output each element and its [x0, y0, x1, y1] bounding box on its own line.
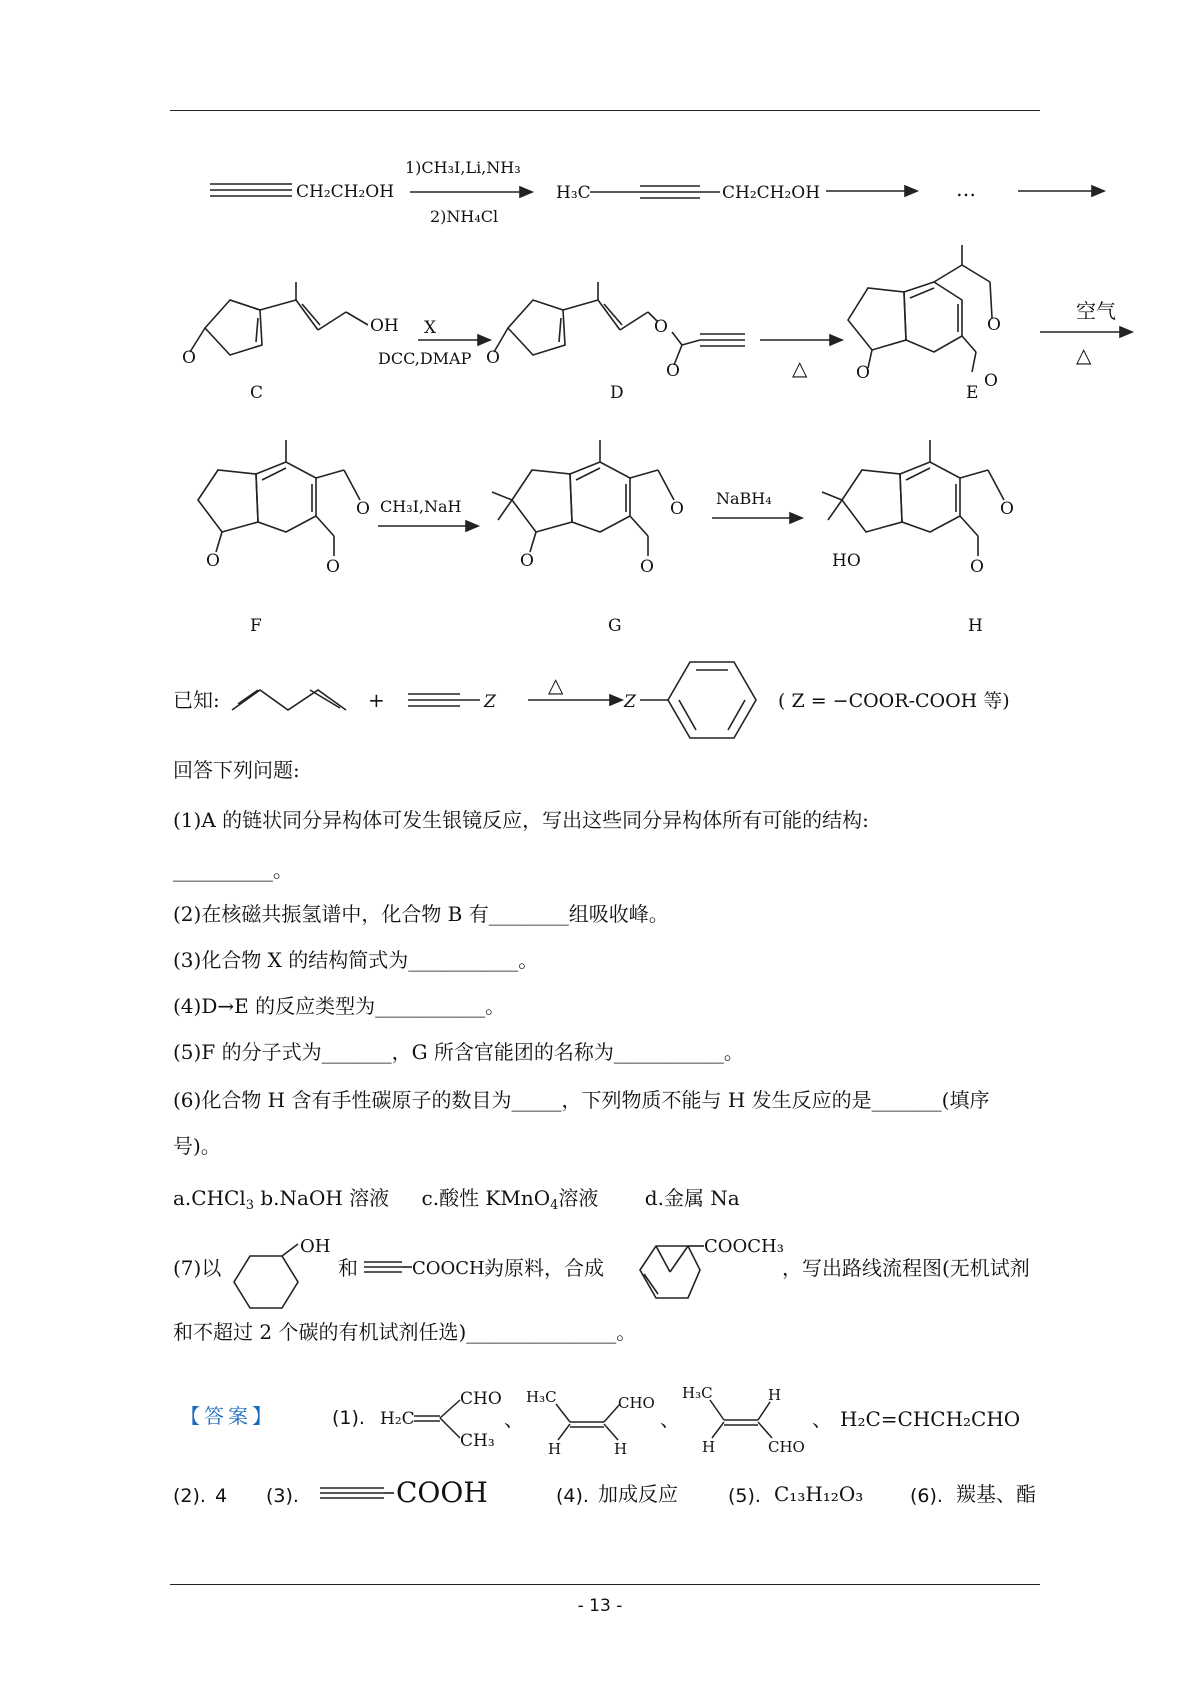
structure-g	[492, 440, 674, 556]
label-d: D	[610, 383, 624, 403]
label-c: C	[250, 383, 264, 403]
product-right: CH₂CH₂OH	[722, 183, 821, 203]
structure-h	[822, 440, 1004, 556]
a1-sep-3: 、	[812, 1407, 832, 1431]
benzene-ring	[640, 662, 756, 738]
a1-s3-h3c: H₃C	[682, 1384, 713, 1402]
question-7-mid: 为原料，合成	[484, 1256, 604, 1280]
structure-d	[494, 282, 745, 365]
answer-3-text: COOH	[396, 1476, 488, 1509]
option-d: d.金属 Na	[644, 1186, 740, 1210]
reagent-2: 2)NH₄Cl	[430, 207, 499, 226]
bicyclic-product-structure	[630, 1232, 784, 1320]
a1-s3-h1: H	[768, 1386, 782, 1404]
reagent-dcc: DCC,DMAP	[378, 349, 472, 368]
a1-s3-h2: H	[702, 1438, 716, 1456]
a1-s2-h1: H	[548, 1440, 562, 1458]
answer-1-structures	[380, 1376, 1060, 1460]
question-6-line2: 号)。	[173, 1134, 221, 1158]
a1-sep-1: 、	[504, 1407, 524, 1431]
question-1-blank: __________。	[173, 858, 293, 882]
answer-2: 4	[215, 1485, 228, 1507]
answer-5-num: (5).	[728, 1485, 761, 1507]
structure-e	[848, 245, 992, 372]
a1-s1-bottom: CH₃	[460, 1431, 495, 1451]
answer-5: C₁₃H₁₂O₃	[774, 1482, 864, 1506]
answer-3-structure	[318, 1472, 498, 1512]
label-h: H	[968, 616, 983, 636]
propargyl-triple-bond	[210, 184, 292, 196]
butadiene	[232, 690, 346, 710]
reagent-1: 1)CH₃I,Li,NH₃	[405, 158, 521, 177]
known-z1: Z	[484, 692, 496, 712]
footer-rule	[170, 1584, 1040, 1585]
question-3: (3)化合物 X 的结构简式为___________。	[173, 948, 539, 972]
answer-3-num: (3).	[266, 1485, 299, 1507]
a1-s1-left: H₂C	[380, 1409, 415, 1429]
question-2: (2)在核磁共振氢谱中，化合物 B 有________组吸收峰。	[173, 902, 669, 926]
o-label-e2: O	[987, 315, 1001, 335]
answer-6-num: (6).	[910, 1485, 943, 1507]
label-f: F	[250, 616, 262, 636]
page-number: - 13 -	[577, 1596, 623, 1616]
known-plus: +	[368, 688, 385, 712]
known-note: ( Z = −COOR-COOH 等)	[778, 690, 1010, 712]
methyl-triple-bond	[590, 186, 720, 198]
label-e: E	[966, 383, 979, 403]
a1-s2-cho: CHO	[618, 1394, 655, 1412]
option-c-sub: 4	[550, 1198, 559, 1213]
reagent-g: CH₃I,NaH	[380, 497, 462, 516]
ellipsis: …	[956, 177, 976, 201]
a1-s4: H₂C=CHCH₂CHO	[840, 1407, 1021, 1431]
question-6-line1: (6)化合物 H 含有手性碳原子的数目为_____，下列物质不能与 H 发生反应的是_______(填序	[173, 1088, 990, 1112]
reagent-x: X	[424, 318, 437, 338]
reagent-h: NaBH₄	[716, 489, 772, 508]
o-label-g3: O	[640, 557, 654, 577]
answer-4-num: (4).	[556, 1485, 589, 1507]
answer-6: 羰基、酯	[956, 1482, 1036, 1506]
o-label-e3: O	[984, 371, 998, 391]
o-label-c: O	[182, 348, 196, 368]
answer-2-num: (2).	[173, 1485, 206, 1507]
o-label-h3: O	[970, 557, 984, 577]
option-c-tail: 溶液	[558, 1186, 599, 1210]
ho-label: HO	[832, 551, 861, 571]
o-label-g2: O	[670, 499, 684, 519]
cyclohexanol-oh: OH	[300, 1236, 331, 1257]
air-heat: △	[1076, 343, 1092, 367]
a1-s2-h2: H	[614, 1440, 628, 1458]
option-b: b.NaOH 溶液	[260, 1186, 390, 1210]
question-5: (5)F 的分子式为_______，G 所含官能团的名称为___________。	[173, 1040, 744, 1064]
o-label-f3: O	[326, 557, 340, 577]
known-prefix: 已知:	[173, 688, 220, 712]
answer-1-num: (1).	[332, 1407, 365, 1429]
o-label-f2: O	[356, 499, 370, 519]
o-label-d2: O	[654, 317, 668, 337]
questions-intro: 回答下列问题:	[173, 758, 300, 782]
answer-4: 加成反应	[598, 1482, 678, 1506]
o-label-e1: O	[856, 363, 870, 383]
option-c: c.酸性 KMnO	[421, 1186, 551, 1210]
question-7-and: 和	[338, 1256, 358, 1280]
methyl-propiolate-structure	[362, 1250, 492, 1284]
o-label-f1: O	[206, 551, 220, 571]
oh-label: OH	[370, 316, 399, 336]
option-a-sub: 3	[245, 1198, 255, 1213]
alkyne-z	[408, 694, 480, 706]
question-7-prefix: (7)以	[173, 1256, 222, 1280]
question-7-suffix: ，写出路线流程图(无机试剂	[782, 1256, 1030, 1280]
start-formula: CH₂CH₂OH	[296, 182, 395, 202]
o-label-h2: O	[1000, 499, 1014, 519]
question-7-line2: 和不超过 2 个碳的有机试剂任选)_______________。	[173, 1320, 637, 1344]
o-label-g1: O	[520, 551, 534, 571]
option-a: a.CHCl	[173, 1186, 246, 1210]
a1-sep-2: 、	[660, 1407, 680, 1431]
cyclohexanol-structure	[224, 1230, 334, 1320]
product-left: H₃C	[556, 183, 591, 203]
a1-s2-h3c: H₃C	[526, 1388, 557, 1406]
a1-s1-top: CHO	[460, 1389, 502, 1409]
structure-f	[198, 440, 360, 556]
question-4: (4)D→E 的反应类型为___________。	[173, 994, 506, 1018]
reaction-scheme	[0, 0, 1200, 760]
ester-label: COOCH₃	[412, 1258, 492, 1279]
label-g: G	[608, 616, 622, 636]
a1-s3-cho: CHO	[768, 1438, 805, 1456]
answer-tag: 【答案】	[180, 1404, 276, 1428]
air-label: 空气	[1076, 299, 1116, 323]
product-ester: COOCH₃	[704, 1236, 784, 1257]
question-1: (1)A 的链状同分异构体可发生银镜反应，写出这些同分异构体所有可能的结构:	[173, 808, 869, 832]
o-label-d3: O	[666, 361, 680, 381]
known-heat: △	[548, 673, 564, 697]
known-z2: Z	[624, 692, 636, 712]
o-label-d1: O	[486, 348, 500, 368]
heat-symbol: △	[792, 356, 808, 380]
question-6-options	[173, 1184, 740, 1220]
structure-c	[190, 282, 368, 355]
